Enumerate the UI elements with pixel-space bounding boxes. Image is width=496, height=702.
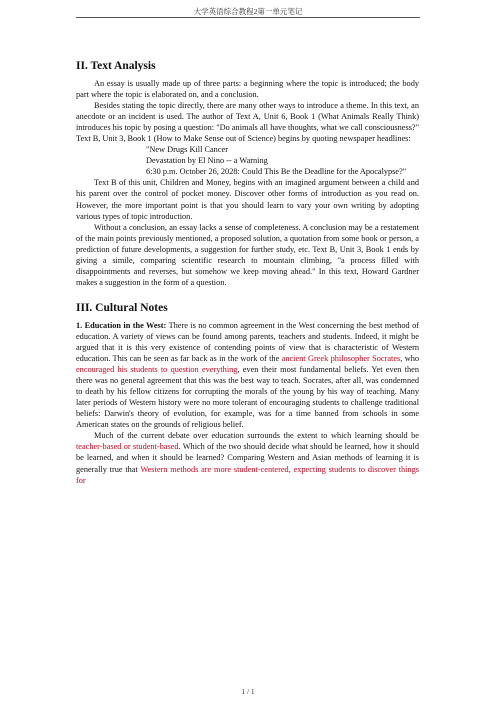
section-title-cultural-notes: III. Cultural Notes bbox=[76, 301, 168, 314]
paragraph: Without a conclusion, an essay lacks a sense of completeness. A conclusion may be a restatement of the main points previously mentioned, a proposed solution, a quotation from some book or person, a prediction of future developments, a suggestion for further study, etc. Text B, Unit 3, Book 1 ends by giving a simile, comparing scientific research to mountain climbing, "a process filled with disappointments and reverses, but somehow we keep moving ahead." In this text, Howard Gardner makes a suggestion in the form of a question. bbox=[76, 222, 419, 287]
highlighted-text: teacher-based or student-based bbox=[76, 442, 179, 452]
section-title-text-analysis: II. Text Analysis bbox=[76, 60, 156, 72]
paragraph: An essay is usually made up of three parts: a beginning where the topic is introduced; the body part where the topic is elaborated on, and a conclusion. bbox=[76, 79, 419, 100]
paragraph: Text B of this unit, Children and Money, begins with an imagined argument between a child and his parent over the control of pocket money. Discover other forms of introduction as you read on. However, the more important point is that you should learn to vary your own writing by adopting various types of topic introduction. bbox=[76, 178, 419, 221]
quoted-headline: "New Drugs Kill Cancer bbox=[146, 145, 228, 155]
note-text: . Which of the two should decide what should be learned, how it should be learned, and when it should be learned? Comparing Western and Asian methods of learning it is generally true that bbox=[76, 442, 419, 474]
note-text: Much of the current debate over education surrounds the extent to which learning should be bbox=[94, 431, 419, 441]
quoted-headline: 6:30 p.m. October 26, 2028: Could This Be the Deadline for the Apocalypse?" bbox=[146, 167, 407, 177]
cultural-note-paragraph bbox=[76, 430, 419, 485]
quoted-headline: Devastation by El Nino -- a Warning bbox=[146, 156, 268, 166]
note-text: , even their most fundamental beliefs. Yet even then there was no general agreement that this was the best way to teach. Socrates, after all, was condemned to death by his fellow citizens for corrupting the morals of the young by his way of teaching. Many later periods of Western history were no more tolerant of encouraging students to challenge traditional beliefs: Darwin's theory of evolution, for example, was for a time banned from schools in some American states on the grounds of religious belief. bbox=[76, 365, 419, 430]
note-title: 1. Education in the West: bbox=[76, 320, 167, 330]
page-number: 1 / 1 bbox=[241, 687, 255, 696]
note-text: There is no common agreement in the West concerning the best method of education. A variety of views can be found among parents, teachers and students. Indeed, it might be argued that it is this very existence of contending points of view that is characteristic of Western education. This can be seen as far back as in the work of the bbox=[76, 320, 419, 364]
paragraph: Besides stating the topic directly, there are many other ways to introduce a theme. In this text, an anecdote or an incident is used. The author of Text A, Unit 6, Book 1 (What Animals Really Think) introduces his topic by posing a question: "Do animals all have thoughts, what we call consciousness?" Text B, Unit 3, Book 1 (How to Make Sense out of Science) begins by quoting newspaper headlines: bbox=[76, 101, 419, 144]
running-header: 大学英语综合教程2第一单元笔记 bbox=[193, 7, 303, 16]
highlighted-text: ancient Greek philosopher Socrates bbox=[281, 354, 401, 364]
document-body bbox=[76, 60, 419, 486]
header-rule bbox=[76, 17, 420, 18]
note-text: , who bbox=[400, 354, 420, 364]
highlighted-text: Western methods are more student-centered, expecting students to discover things for bbox=[76, 464, 419, 485]
cultural-note-paragraph bbox=[76, 320, 419, 430]
highlighted-text: encouraged his students to question everything bbox=[76, 365, 238, 375]
